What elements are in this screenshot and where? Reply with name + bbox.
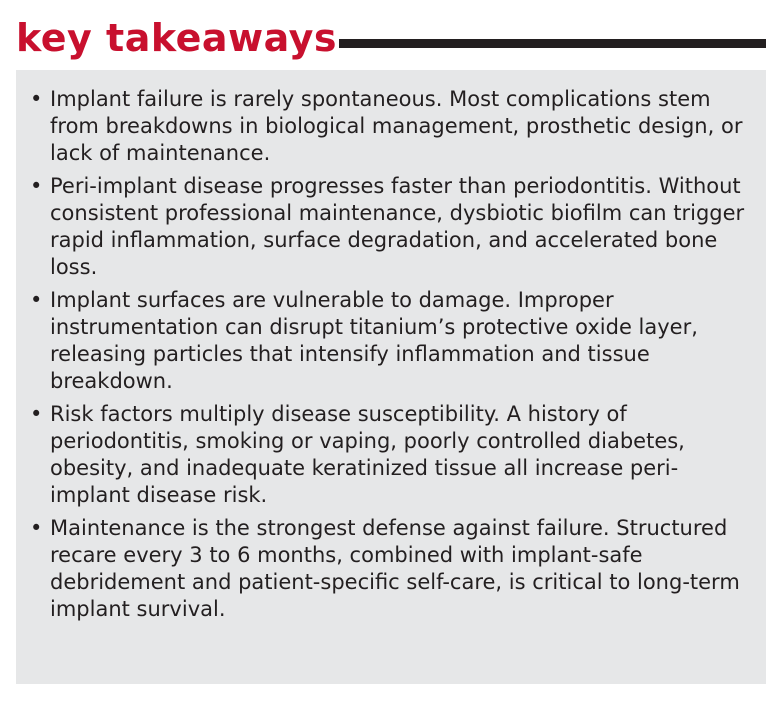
bullet-icon: • bbox=[30, 87, 43, 111]
section-title: key takeaways bbox=[16, 16, 337, 60]
takeaway-text: Risk factors multiply disease susceptibility. A history of periodontitis, smoking or vaping, poorly controlled diabetes, obesity, and inadequate keratinized tissue all increase peri-implant disease risk. bbox=[50, 402, 685, 507]
takeaway-text: Implant surfaces are vulnerable to damage. Improper instrumentation can disrupt titanium’s protective oxide layer, releasing particles that intensify inflammation and tissue breakdown. bbox=[50, 288, 698, 393]
bullet-icon: • bbox=[30, 174, 43, 198]
takeaways-list bbox=[30, 86, 746, 623]
takeaway-text: Peri-implant disease progresses faster than periodontitis. Without consistent professional maintenance, dysbiotic biofilm can trigger rapid inflammation, surface degradation, and accelerated bone loss. bbox=[50, 174, 745, 279]
takeaway-item bbox=[30, 86, 746, 167]
takeaway-item bbox=[30, 173, 746, 281]
takeaway-text: Maintenance is the strongest defense against failure. Structured recare every 3 to 6 months, combined with implant-safe debridement and patient-specific self-care, is critical to long-term implant survival. bbox=[50, 516, 740, 621]
takeaway-item bbox=[30, 515, 746, 623]
bullet-icon: • bbox=[30, 516, 43, 540]
title-rule bbox=[339, 39, 766, 48]
bullet-icon: • bbox=[30, 288, 43, 312]
takeaway-text: Implant failure is rarely spontaneous. Most complications stem from breakdowns in biological management, prosthetic design, or lack of maintenance. bbox=[50, 87, 743, 165]
section-header bbox=[16, 8, 766, 66]
takeaways-box bbox=[16, 70, 766, 684]
bullet-icon: • bbox=[30, 402, 43, 426]
takeaway-item bbox=[30, 287, 746, 395]
takeaway-item bbox=[30, 401, 746, 509]
